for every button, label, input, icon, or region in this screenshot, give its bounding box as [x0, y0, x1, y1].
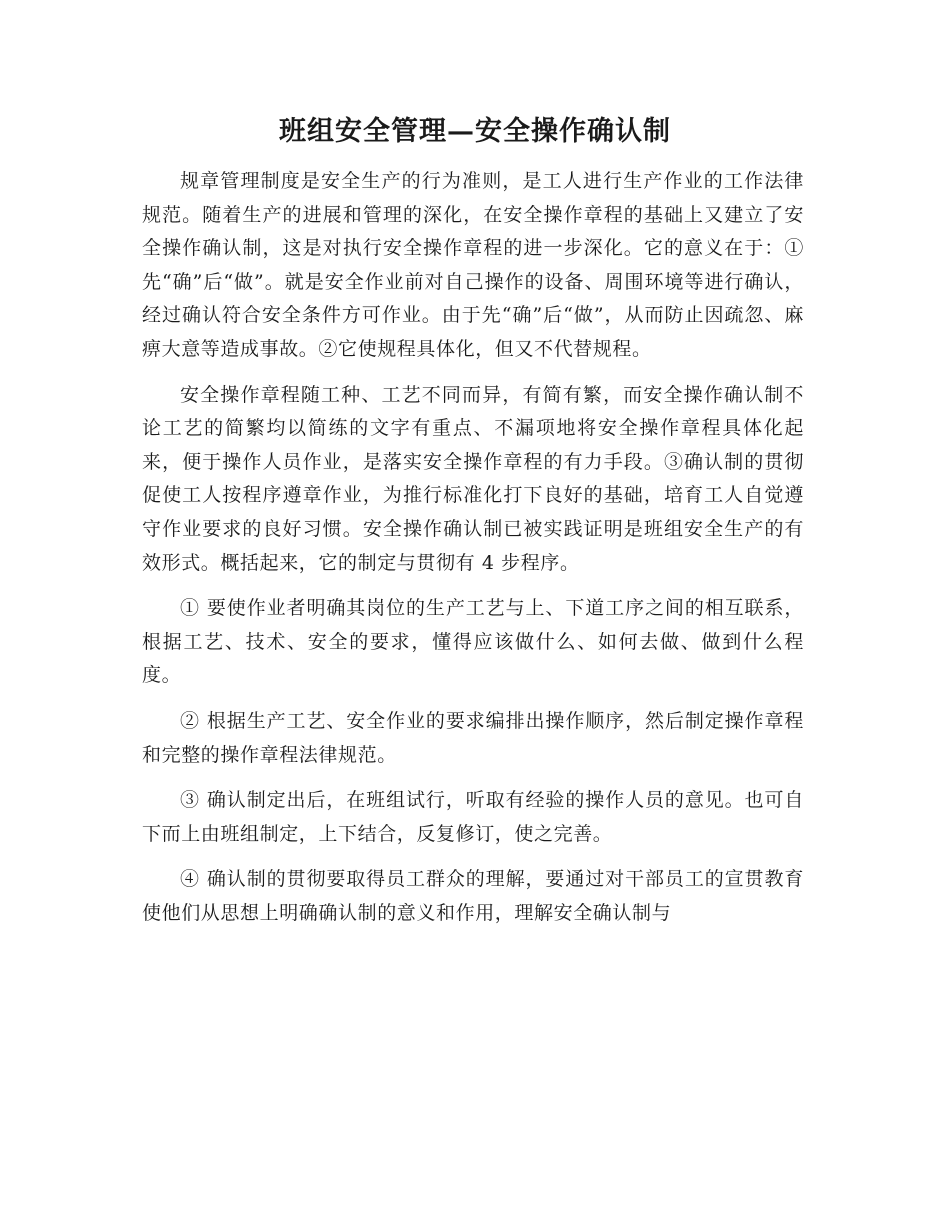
paragraph-intro: 规章管理制度是安全生产的行为准则，是工人进行生产作业的工作法律规范。随着生产的进展和管理的深化，在安全操作章程的基础上又建立了安全操作确认制，这是对执行安全操作章程的进一步深化。它的意义在于：①先“确”后“做”。就是安全作业前对自己操作的设备、周围环境等进行确认，经过确认符合安全条件方可作业。由于先“确”后“做”，从而防止因疏忽、麻痹大意等造成事故。②它使规程具体化，但又不代替规程。: [142, 170, 804, 360]
document-body: [142, 165, 804, 942]
paragraph-step-2: ② 根据生产工艺、安全作业的要求编排出操作顺序，然后制定操作章程和完整的操作章程法律规范。: [142, 709, 804, 766]
paragraph-step-4: ④ 确认制的贯彻要取得员工群众的理解，要通过对干部员工的宣贯教育使他们从思想上明确确认制的意义和作用，理解安全确认制与: [142, 868, 804, 924]
document-title: 班组安全管理—安全操作确认制: [279, 116, 671, 147]
paragraph-step-3: ③ 确认制定出后，在班组试行，听取有经验的操作人员的意见。也可自下而上由班组制定，上下结合，反复修订，使之完善。: [142, 789, 804, 845]
paragraph-step-1: ① 要使作业者明确其岗位的生产工艺与上、下道工序之间的相互联系，根据工艺、技术、安全的要求，懂得应该做什么、如何去做、做到什么程度。: [142, 597, 804, 687]
paragraph-procedures: 安全操作章程随工种、工艺不同而异，有简有繁，而安全操作确认制不论工艺的简繁均以简练的文字有重点、不漏项地将安全操作章程具体化起来，便于操作人员作业，是落实安全操作章程的有力手段。③确认制的贯彻促使工人按程序遵章作业，为推行标准化打下良好的基础，培育工人自觉遵守作业要求的良好习惯。安全操作确认制已被实践证明是班组安全生产的有效形式。概括起来，它的制定与贯彻有 4 步程序。: [142, 383, 804, 574]
